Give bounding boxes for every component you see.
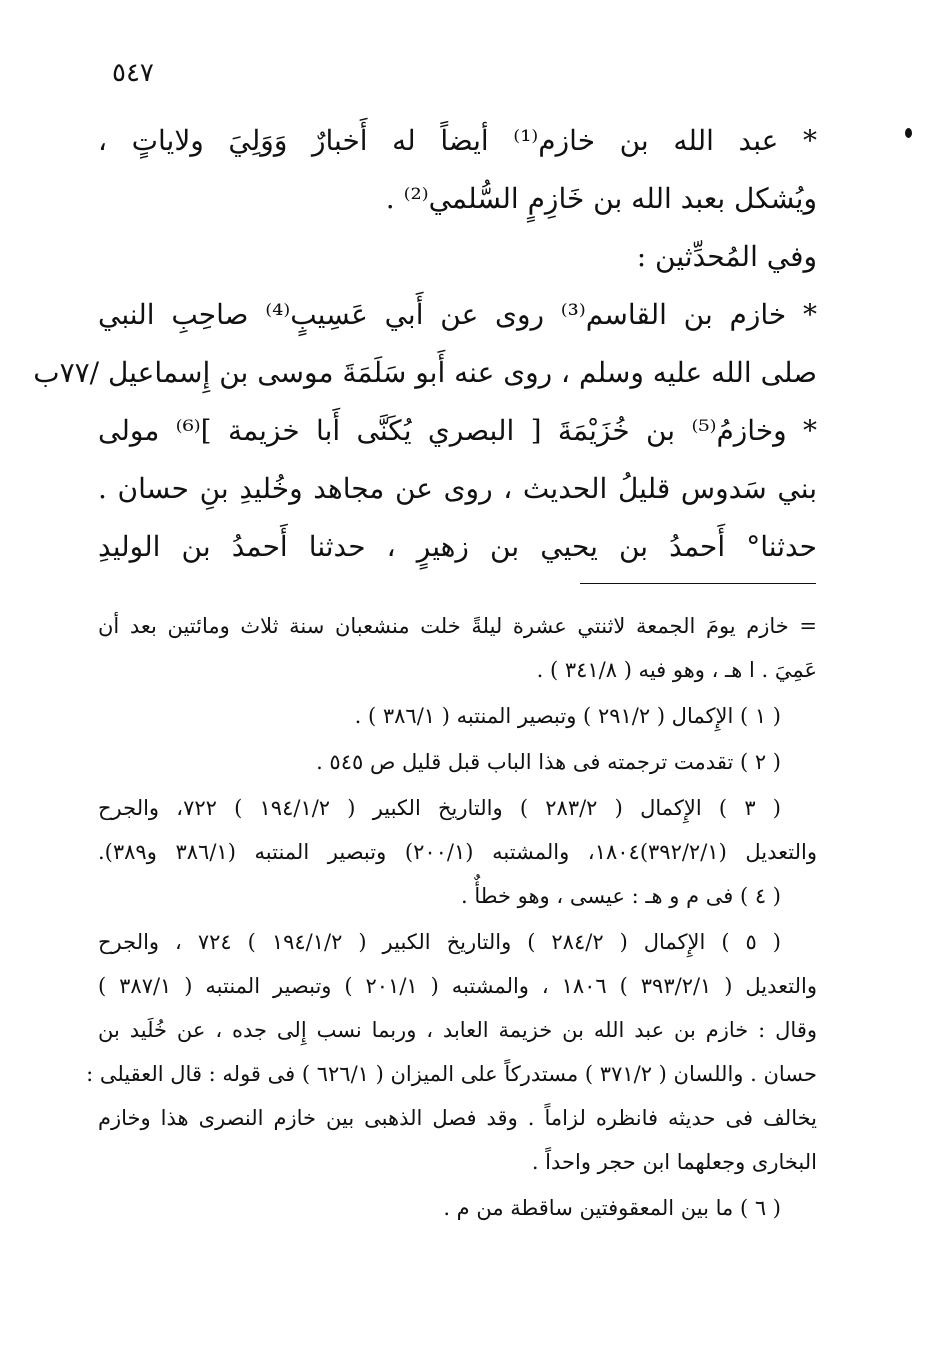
footnote-line-14: ( ٦ ) ما بين المعقوفتين ساقطة من م .: [443, 1196, 781, 1220]
main-line-7: بني سَدوس قليلُ الحديث ، روى عن مجاهد وخُليدِ بنِ حسان .: [98, 472, 817, 505]
footnote-line-3: ( ١ ) الإِكمال ( ٢٩١/٢ ) وتبصير المنتبه ( ٣٨٦/١ ) .: [354, 704, 781, 728]
footnote-line-13: البخارى وجعلهما ابن حجر واحداً .: [531, 1150, 817, 1174]
footnote-line-5: ( ٣ ) الإِكمال ( ٢٨٣/٢ ) والتاريخ الكبير ( ١٩٤/١/٢ ) ٧٢٢، والجرح: [98, 796, 781, 820]
footnote-line-8: ( ٥ ) الإِكمال ( ٢٨٤/٢ ) والتاريخ الكبير ( ١٩٤/١/٢ ) ٧٢٤ ، والجرح: [98, 930, 781, 954]
page-number: ٥٤٧: [112, 58, 154, 88]
main-line-1: * عبد الله بن خازم⁽¹⁾ أيضاً له أَخبارٌ وَوَلِيَ ولاياتٍ ،: [98, 124, 817, 157]
footnote-line-11: حسان . واللسان ( ٣٧١/٢ ) مستدركاً على الميزان ( ٦٢٦/١ ) فى قوله : قال العقيلى :: [86, 1062, 817, 1086]
main-line-5: صلى الله عليه وسلم ، روى عنه أَبو سَلَمَةَ موسى بن إِسماعيل /٧٧ب: [33, 356, 817, 389]
footnote-line-7: ( ٤ ) فى م و هـ : عيسى ، وهو خطأٌ .: [461, 884, 781, 908]
footnote-line-2: عَمِيَ . ا هـ ، وهو فيه ( ٣٤١/٨ ) .: [536, 658, 817, 682]
footnote-line-12: يخالف فى حديثه فانظره لزاماً . وقد فصل الذهبى بين خازم النصرى هذا وخازم: [98, 1106, 817, 1130]
footnote-line-4: ( ٢ ) تقدمت ترجمته فى هذا الباب قبل قليل ص ٥٤٥ .: [316, 750, 781, 774]
footnote-divider: [580, 583, 816, 584]
footnotes: [86, 604, 817, 1230]
main-text: [33, 112, 818, 576]
footnote-line-10: وقال : خازم بن عبد الله بن خزيمة العابد ، وربما نسب إِلى جده ، عن خُلَيد بن: [98, 1018, 817, 1042]
main-line-6: * وخازمُ⁽⁵⁾ بن خُزَيْمَةَ [ البصري يُكَنَّى أَبا خزيمة ]⁽⁶⁾ مولى: [98, 414, 818, 447]
footnote-line-6: والتعديل (٣٩٢/٢/١)١٨٠٤، والمشتبه (٢٠٠/١) وتبصير المنتبه (٣٨٦/١ و٣٨٩).: [98, 840, 817, 864]
footnote-line-9: والتعديل ( ٣٩٣/٢/١ ) ١٨٠٦ ، والمشتبه ( ٢٠١/١ ) وتبصير المنتبه ( ٣٨٧/١ ): [98, 974, 817, 998]
footnote-line-1: = خازم يومَ الجمعة لاثنتي عشرة ليلةً خلت منشعبان سنة ثلاث ومائتين بعد أن: [98, 614, 817, 638]
main-line-8: حدثنا° أَحمدُ بن يحيي بن زهيرٍ ، حدثنا أَحمدُ بن الوليدِ: [98, 530, 817, 563]
margin-mark: [905, 128, 912, 138]
main-line-2: ويُشكل بعبد الله بن خَازِمٍ السُّلمي⁽²⁾ .: [385, 182, 817, 215]
main-line-4: * خازم بن القاسم⁽³⁾ روى عن أَبي عَسِيبٍ⁽⁴⁾ صاحِبِ النبي: [98, 298, 817, 331]
main-line-3: وفي المُحدِّثين :: [636, 240, 817, 273]
